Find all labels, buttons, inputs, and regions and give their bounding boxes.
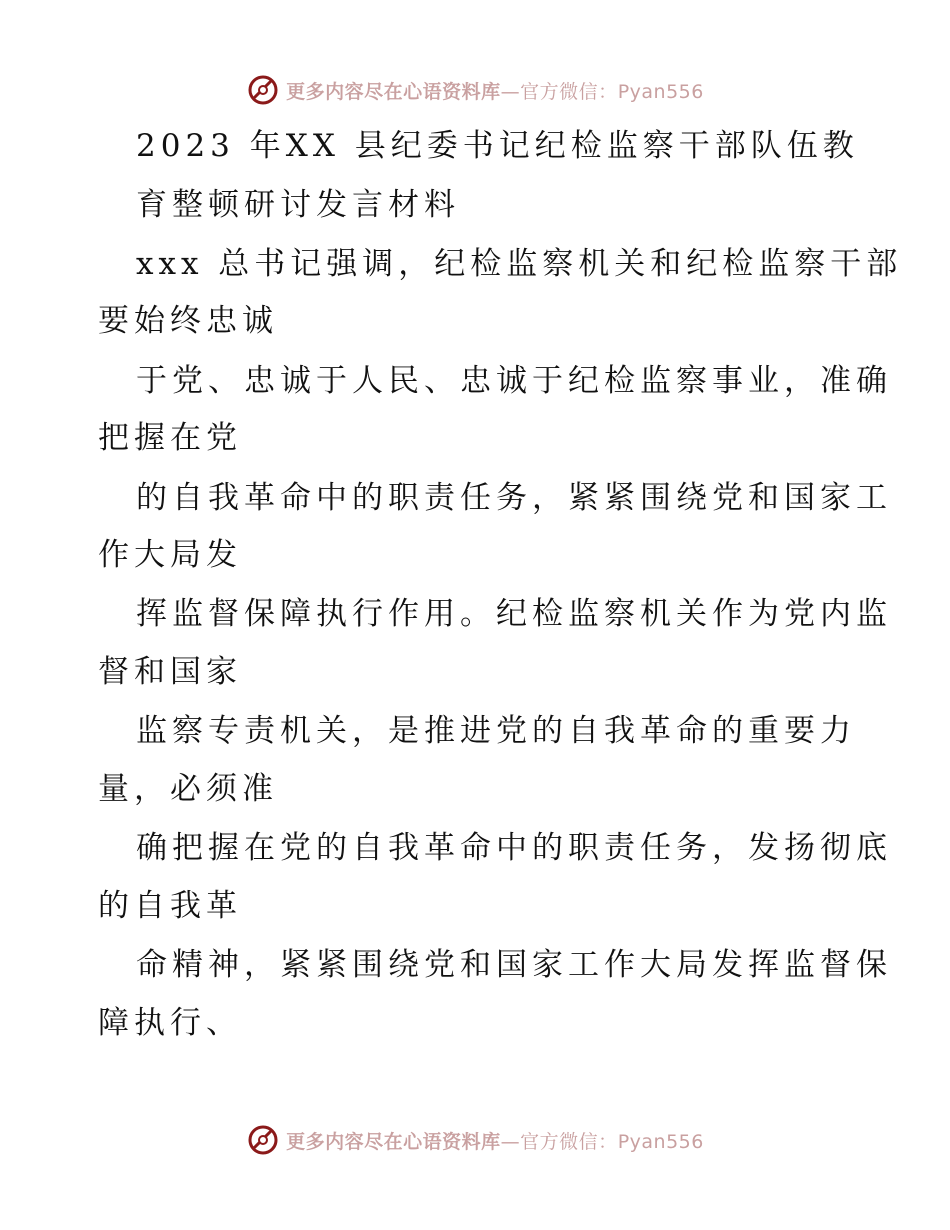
paragraph-line: xxx 总书记强调，纪检监察机关和纪检监察干部 [136,246,903,282]
footer-banner-inner [246,1123,704,1157]
header-wechat-label: 官方微信： [520,80,618,103]
header-banner-inner [246,73,704,107]
title-line-2: 育整顿研讨发言材料 [136,187,460,223]
footer-banner-text [286,1127,704,1154]
header-site-name: 更多内容尽在心语资料库 [286,80,501,103]
paragraph-line: 确把握在党的自我革命中的职责任务，发扬彻底 [136,830,892,866]
paragraph-line: 督和国家 [98,654,242,690]
title-line-1: 2023 年XX 县纪委书记纪检监察干部队伍教 [136,128,859,164]
footer-site-name: 更多内容尽在心语资料库 [286,1130,501,1153]
footer-wechat-label: 官方微信： [520,1130,618,1153]
paragraph-line: 命精神，紧紧围绕党和国家工作大局发挥监督保 [136,947,892,983]
paragraph-line: 的自我革 [98,888,242,924]
paragraph-line: 把握在党 [98,420,242,456]
paragraph-line: 量，必须准 [98,771,278,807]
footer-banner [0,1120,950,1160]
paragraph-line: 挥监督保障执行作用。纪检监察机关作为党内监 [136,596,892,632]
paragraph-line: 监察专责机关，是推进党的自我革命的重要力 [136,713,856,749]
header-banner [0,70,950,110]
footer-dash: — [500,1130,521,1153]
header-banner-text [286,77,704,104]
footer-wechat-id: Pyan556 [617,1130,704,1153]
paragraph-line: 要始终忠诚 [98,303,278,339]
header-dash: — [500,80,521,103]
paragraph-line: 的自我革命中的职责任务，紧紧围绕党和国家工 [136,480,892,516]
paragraph-line: 于党、忠诚于人民、忠诚于纪检监察事业，准确 [136,363,892,399]
header-wechat-id: Pyan556 [617,80,704,103]
logo-icon [246,1123,280,1157]
logo-icon [246,73,280,107]
paragraph-line: 作大局发 [98,537,242,573]
paragraph-line: 障执行、 [98,1005,242,1041]
